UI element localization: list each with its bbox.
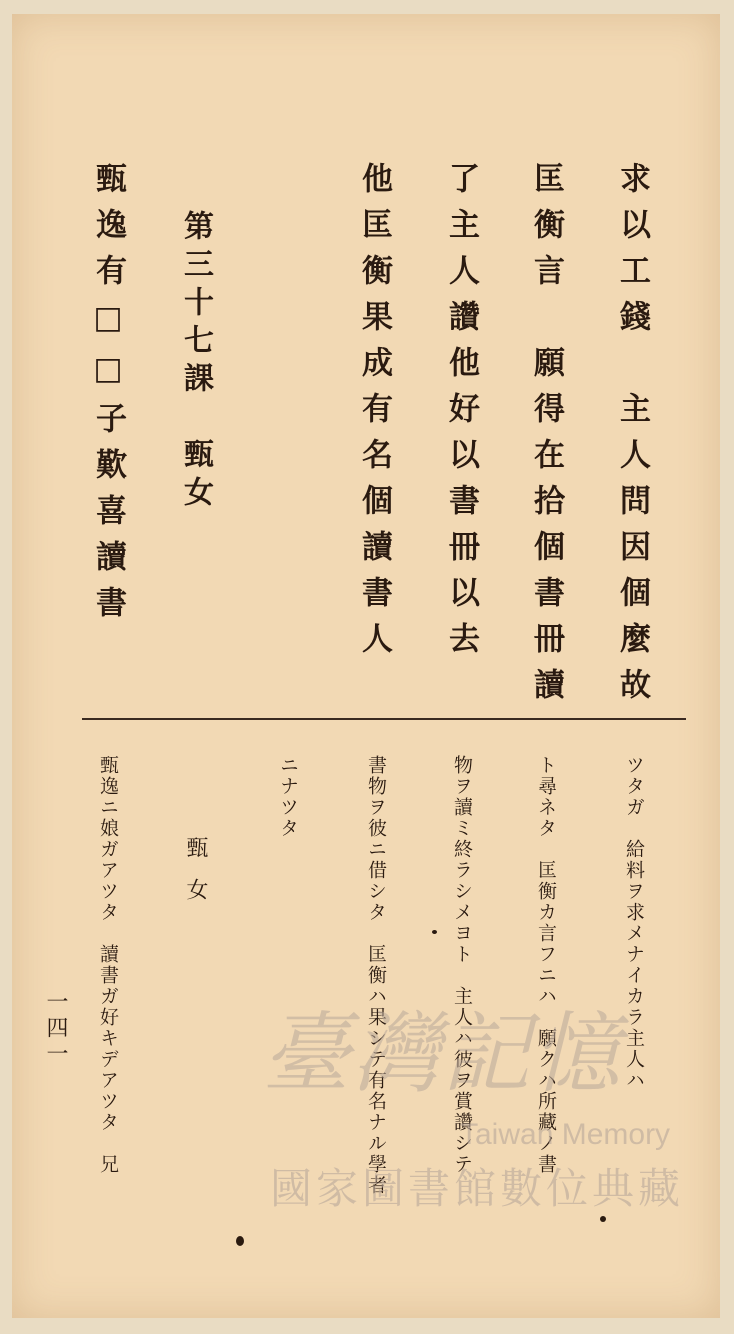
watermark-subtitle: 國家圖書館數位典藏 [270, 1164, 685, 1213]
translation-title: 甄女 [183, 836, 208, 920]
page-number: 一四一 [43, 990, 68, 1068]
ink-spot [236, 1236, 244, 1246]
watermark-logo-text: 臺灣記憶 [262, 1002, 623, 1105]
main-text-column-2: 匡衡言 願得在拾個書冊讀 [528, 162, 564, 714]
translation-column-6: 甄逸ニ娘ガアツタ 讀書ガ好キデアツタ 兄 [97, 755, 119, 1175]
section-divider [82, 718, 686, 720]
ink-spot [432, 930, 437, 934]
main-text-column-5: 甄逸有□□子歎喜讀書 [90, 162, 126, 632]
translation-column-5: ニナツタ [277, 755, 299, 839]
translation-column-1: ツタガ 給料ヲ求メナイカラ主人ハ [623, 755, 645, 1091]
main-text-column-1: 求以工錢 主人問因個麼故 [614, 162, 650, 714]
translation-column-2: ト尋ネタ 匡衡カ言フニハ 願クハ所藏ノ書 [535, 755, 557, 1175]
main-text-column-3: 了主人讚他好以書冊以去 [443, 162, 479, 668]
translation-column-3: 物ヲ讀ミ終ラシメヨト 主人ハ彼ヲ賞讚シテ [451, 755, 473, 1175]
ink-spot [600, 1216, 606, 1222]
translation-column-4: 書物ヲ彼ニ借シタ 匡衡ハ果シテ有名ナル學者 [365, 755, 387, 1196]
watermark-english: Taiwan Memory [460, 1118, 671, 1151]
lesson-title: 第三十七課 甄女 [178, 210, 213, 514]
main-text-column-4: 他匡衡果成有名個讀書人 [356, 162, 392, 668]
